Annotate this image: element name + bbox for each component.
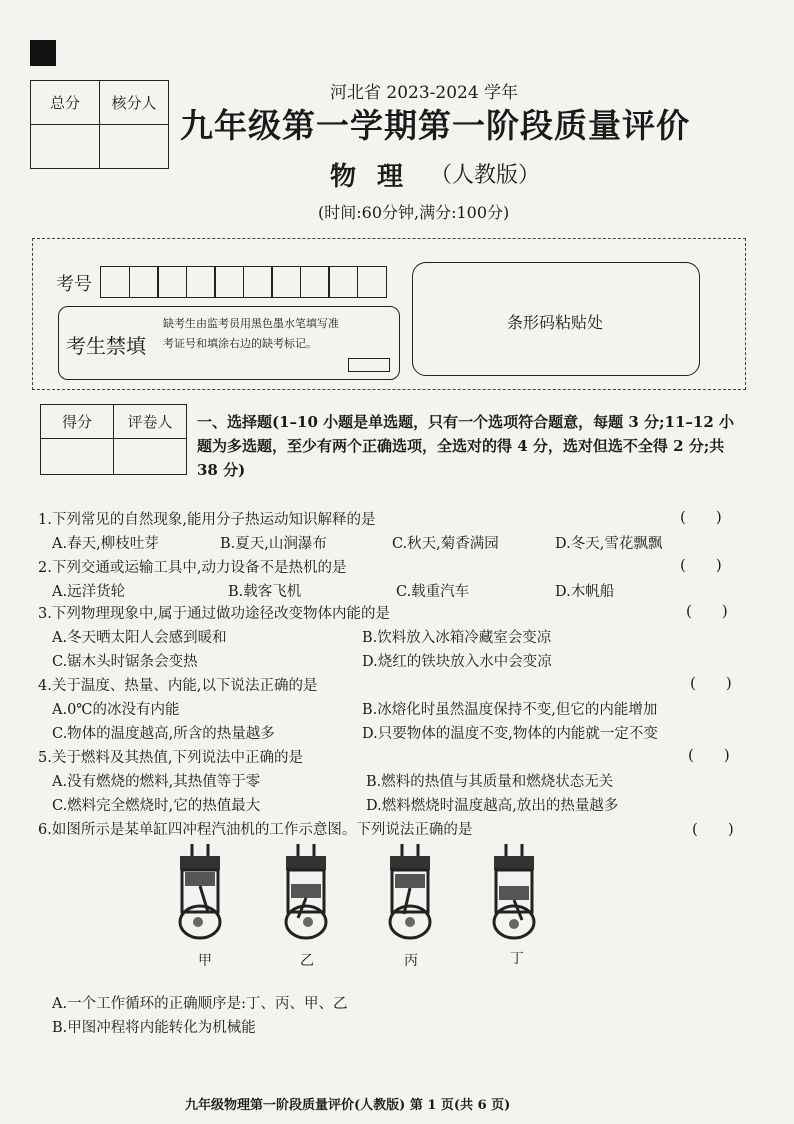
answer-paren[interactable]: ( ) — [688, 746, 730, 764]
option: B.冰熔化时虽然温度保持不变,但它的内能增加 — [362, 702, 658, 718]
engine-diagram-bing — [380, 842, 440, 942]
exam-no-cell[interactable] — [129, 266, 159, 298]
option: B.甲图冲程将内能转化为机械能 — [52, 1020, 256, 1036]
question-stem: 6.如图所示是某单缸四冲程汽油机的工作示意图。下列说法正确的是 — [38, 822, 473, 838]
question-stem: 1.下列常见的自然现象,能用分子热运动知识解释的是 — [38, 512, 376, 528]
forbid-instructions: 缺考生由监考员用黑色墨水笔填写准考证号和填涂右边的缺考标记。 — [163, 317, 339, 350]
page-title: 九年级第一学期第一阶段质量评价 — [180, 106, 690, 145]
option: D.燃料燃烧时温度越高,放出的热量越多 — [366, 798, 619, 814]
province-year: 河北省 2023-2024 学年 — [330, 83, 519, 103]
corner-marker — [30, 40, 56, 66]
engine-label: 丙 — [404, 953, 418, 969]
absent-mark-box[interactable] — [348, 358, 390, 372]
option: D.烧红的铁块放入水中会变凉 — [362, 654, 552, 670]
option: C.载重汽车 — [396, 584, 470, 600]
exam-no-cell[interactable] — [157, 266, 187, 298]
option: A.0℃的冰没有内能 — [52, 702, 180, 718]
score-header: 得分 — [41, 405, 114, 439]
subject-title: 物 理 — [330, 162, 410, 192]
answer-paren[interactable]: ( ) — [680, 556, 722, 574]
option: A.春天,柳枝吐芽 — [52, 536, 159, 552]
exam-no-cell[interactable] — [271, 266, 301, 298]
engine-diagram-yi — [276, 842, 336, 942]
grader-cell[interactable] — [114, 439, 187, 475]
exam-no-cell[interactable] — [300, 266, 330, 298]
forbid-title: 考生禁填 — [66, 334, 146, 358]
option: C.秋天,菊香满园 — [392, 536, 499, 552]
option: C.燃料完全燃烧时,它的热值最大 — [52, 798, 261, 814]
checker-header: 核分人 — [100, 81, 169, 125]
engine-label: 丁 — [510, 951, 524, 967]
answer-paren[interactable]: ( ) — [690, 674, 732, 692]
question-stem: 2.下列交通或运输工具中,动力设备不是热机的是 — [38, 560, 347, 576]
score-table — [30, 80, 169, 169]
option: A.冬天晒太阳人会感到暖和 — [52, 630, 227, 646]
total-score-header: 总分 — [31, 81, 100, 125]
option: D.冬天,雪花飘飘 — [555, 536, 663, 552]
edition-label: （人教版） — [430, 163, 541, 188]
score-cell[interactable] — [41, 439, 114, 475]
grader-header: 评卷人 — [114, 405, 187, 439]
engine-label: 乙 — [300, 953, 314, 969]
engine-label: 甲 — [198, 953, 212, 969]
exam-no-cell[interactable] — [328, 266, 358, 298]
checker-cell[interactable] — [100, 125, 169, 169]
time-info: (时间:60分钟,满分:100分) — [318, 203, 510, 222]
section-heading: 一、选择题(1–10 小题是单选题，只有一个选项符合题意，每题 3 分;11–12 小题为多选题，至少有两个正确选项，全选对的得 4 分，选对但选不全得 2 分;共 38 分) — [197, 413, 735, 479]
answer-paren[interactable]: ( ) — [692, 820, 734, 838]
exam-no-cell[interactable] — [243, 266, 273, 298]
engine-diagram-ding — [484, 842, 544, 942]
exam-no-cells[interactable] — [100, 266, 385, 298]
grader-table — [40, 404, 187, 475]
option: A.一个工作循环的正确顺序是:丁、丙、甲、乙 — [52, 996, 348, 1012]
total-score-cell[interactable] — [31, 125, 100, 169]
option: C.锯木头时锯条会变热 — [52, 654, 198, 670]
answer-paren[interactable]: ( ) — [686, 602, 728, 620]
exam-no-cell[interactable] — [214, 266, 244, 298]
engine-diagram-jia — [170, 842, 230, 942]
question-stem: 3.下列物理现象中,属于通过做功途径改变物体内能的是 — [38, 606, 390, 622]
exam-no-cell[interactable] — [100, 266, 130, 298]
option: B.燃料的热值与其质量和燃烧状态无关 — [366, 774, 614, 790]
barcode-label: 条形码粘贴处 — [506, 313, 603, 332]
page-footer: 九年级物理第一阶段质量评价(人教版) 第 1 页(共 6 页) — [185, 1098, 511, 1113]
option: C.物体的温度越高,所含的热量越多 — [52, 726, 275, 742]
option: A.远洋货轮 — [52, 584, 126, 600]
option: B.夏天,山涧瀑布 — [220, 536, 327, 552]
option: A.没有燃烧的燃料,其热值等于零 — [52, 774, 261, 790]
answer-paren[interactable]: ( ) — [680, 508, 722, 526]
question-stem: 4.关于温度、热量、内能,以下说法正确的是 — [38, 678, 318, 694]
question-stem: 5.关于燃料及其热值,下列说法中正确的是 — [38, 750, 303, 766]
exam-no-label: 考号 — [56, 274, 92, 295]
exam-no-cell[interactable] — [357, 266, 387, 298]
option: D.只要物体的温度不变,物体的内能就一定不变 — [362, 726, 658, 742]
exam-no-cell[interactable] — [186, 266, 216, 298]
option: B.饮料放入冰箱冷藏室会变凉 — [362, 630, 552, 646]
option: D.木帆船 — [555, 584, 615, 600]
option: B.载客飞机 — [228, 584, 302, 600]
